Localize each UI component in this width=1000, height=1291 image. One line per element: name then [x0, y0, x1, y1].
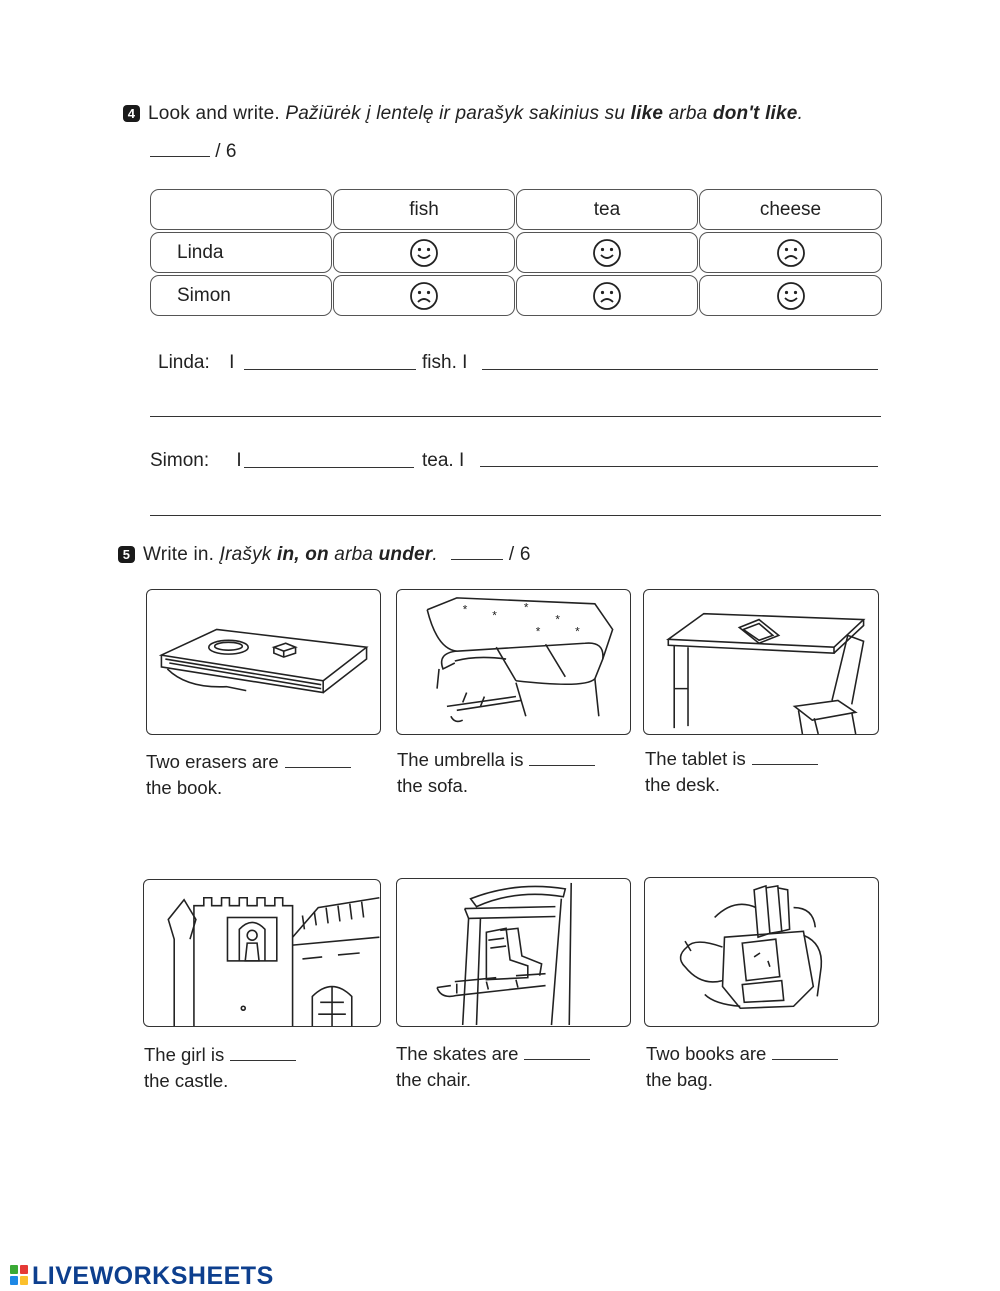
sentence-simon: Simon: I: [150, 450, 242, 471]
exercise-number-badge: 4: [123, 105, 140, 122]
table-row-name-simon: Simon: [150, 275, 332, 316]
sentence-linda-food: fish. I: [422, 352, 468, 373]
frown-icon: [516, 275, 698, 316]
svg-text:*: *: [523, 600, 529, 615]
svg-text:*: *: [462, 602, 468, 617]
answer-line-linda-2[interactable]: [482, 369, 878, 370]
svg-text:*: *: [555, 612, 561, 627]
answer-line-simon-2[interactable]: [480, 466, 878, 467]
answer-line-linda-1[interactable]: [244, 369, 416, 370]
answer-blank-1[interactable]: [285, 766, 351, 768]
castle-girl-picture: [143, 879, 381, 1027]
answer-blank-3[interactable]: [752, 763, 818, 765]
sofa-umbrella-picture: [396, 589, 631, 735]
answer-line-linda-3[interactable]: [150, 416, 881, 417]
liveworksheets-logo[interactable]: LIVEWORKSHEETS: [10, 1262, 274, 1291]
score-blank[interactable]: [451, 558, 503, 560]
smile-icon: [516, 232, 698, 273]
table-corner-cell: [150, 189, 332, 230]
exercise-4-title: 4 Look and write. Pažiūrėk į lentelę ir parašyk sakinius su like arba don't like.: [123, 103, 803, 125]
svg-text:*: *: [492, 608, 497, 623]
chair-skates-picture: [396, 878, 631, 1027]
table-header-fish: fish: [333, 189, 515, 230]
answer-blank-5[interactable]: [524, 1058, 590, 1060]
svg-text:*: *: [575, 624, 580, 639]
frown-icon: [699, 232, 882, 273]
liveworksheets-logo-icon: [10, 1265, 30, 1287]
table-row-name-linda: Linda: [150, 232, 332, 273]
svg-text:*: *: [535, 624, 541, 639]
caption-3: The tablet is the desk.: [645, 746, 818, 798]
caption-2: The umbrella is the sofa.: [397, 747, 595, 799]
exercise-4-score: / 6: [150, 141, 236, 163]
answer-blank-4[interactable]: [230, 1059, 296, 1061]
answer-blank-6[interactable]: [772, 1058, 838, 1060]
table-header-tea: tea: [516, 189, 698, 230]
caption-4: The girl is the castle.: [144, 1042, 296, 1094]
frown-icon: [333, 275, 515, 316]
bag-books-picture: [644, 877, 879, 1027]
desk-tablet-picture: [643, 589, 879, 735]
sentence-simon-food: tea. I: [422, 450, 465, 471]
score-blank[interactable]: [150, 155, 210, 157]
caption-5: The skates are the chair.: [396, 1041, 590, 1093]
exercise-5-title: 5 Write in. Įrašyk in, on arba under. / 6: [118, 544, 531, 566]
sentence-linda: Linda: I: [158, 352, 235, 373]
table-header-cheese: cheese: [699, 189, 882, 230]
answer-line-simon-3[interactable]: [150, 515, 881, 516]
book-erasers-picture: [146, 589, 381, 735]
exercise-number-badge: 5: [118, 546, 135, 563]
caption-6: Two books are the bag.: [646, 1041, 838, 1093]
smile-icon: [333, 232, 515, 273]
answer-blank-2[interactable]: [529, 764, 595, 766]
answer-line-simon-1[interactable]: [244, 467, 414, 468]
smile-icon: [699, 275, 882, 316]
caption-1: Two erasers are the book.: [146, 749, 351, 801]
